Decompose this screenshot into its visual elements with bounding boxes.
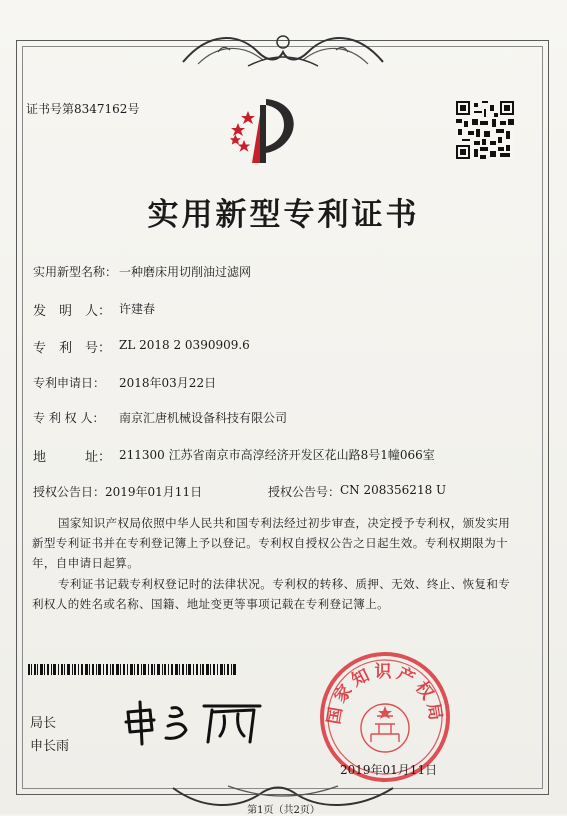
- patentee-label: 专 利 权 人：: [33, 411, 105, 425]
- filing-date-value: 2018年03月22日: [119, 376, 217, 390]
- top-ornament-icon: [178, 22, 388, 74]
- page-footer: 第1页（共2页）: [247, 805, 320, 816]
- paragraph-2-line-1: 专利证书记载专利权登记时的法律状况。专利权的转移、质押、无效、终止、恢复和专: [58, 577, 511, 591]
- svg-text:国家知识产权局: 国家知识产权局: [324, 662, 446, 726]
- name-value: 一种磨床用切削油过滤网: [119, 265, 252, 279]
- paragraph-2-line-2: 利权人的姓名或名称、国籍、地址变更等事项记载在专利登记簿上。: [32, 597, 389, 611]
- announcement-date-value: 2019年01月11日: [105, 485, 203, 499]
- patentee-value: 南京汇唐机械设备科技有限公司: [119, 411, 288, 425]
- paragraph-1-line-1: 国家知识产权局依照中华人民共和国专利法经过初步审查，决定授予专利权，颁发实用: [58, 516, 511, 530]
- inventor-label: 发 明 人：: [33, 304, 112, 319]
- announcement-number-value: CN 208356218 U: [340, 483, 447, 497]
- name-label: 实用新型名称：: [33, 265, 118, 279]
- address-label: 地 址：: [33, 450, 112, 465]
- patent-number-label: 专 利 号：: [33, 341, 112, 356]
- paragraph-1-line-2: 新型专利证书并在专利登记簿上予以登记。专利权自授权公告之日起生效。专利权期限为十: [32, 536, 508, 550]
- signer-title: 局长: [30, 716, 57, 731]
- seal-date: 2019年01月11日: [340, 763, 438, 777]
- inventor-value: 许建春: [119, 302, 156, 316]
- patent-number-value: ZL 2018 2 0390909.6: [119, 338, 250, 352]
- announcement-date-label: 授权公告日：: [33, 485, 106, 499]
- patent-office-logo-icon: [226, 95, 306, 165]
- handwritten-signature-icon: [120, 700, 270, 746]
- signer-name: 申长雨: [30, 739, 70, 754]
- barcode-icon: [28, 664, 236, 675]
- filing-date-label: 专利申请日：: [33, 376, 106, 390]
- certificate-number: 证书号第8347162号: [26, 102, 140, 116]
- address-value: 211300 江苏省南京市高淳经济开发区花山路8号1幢066室: [119, 448, 435, 462]
- certificate-title: 实用新型专利证书: [147, 197, 420, 233]
- qr-code-icon: [456, 101, 514, 159]
- paragraph-1-line-3: 年，自申请日起算。: [32, 556, 140, 570]
- announcement-number-label: 授权公告号：: [268, 485, 341, 499]
